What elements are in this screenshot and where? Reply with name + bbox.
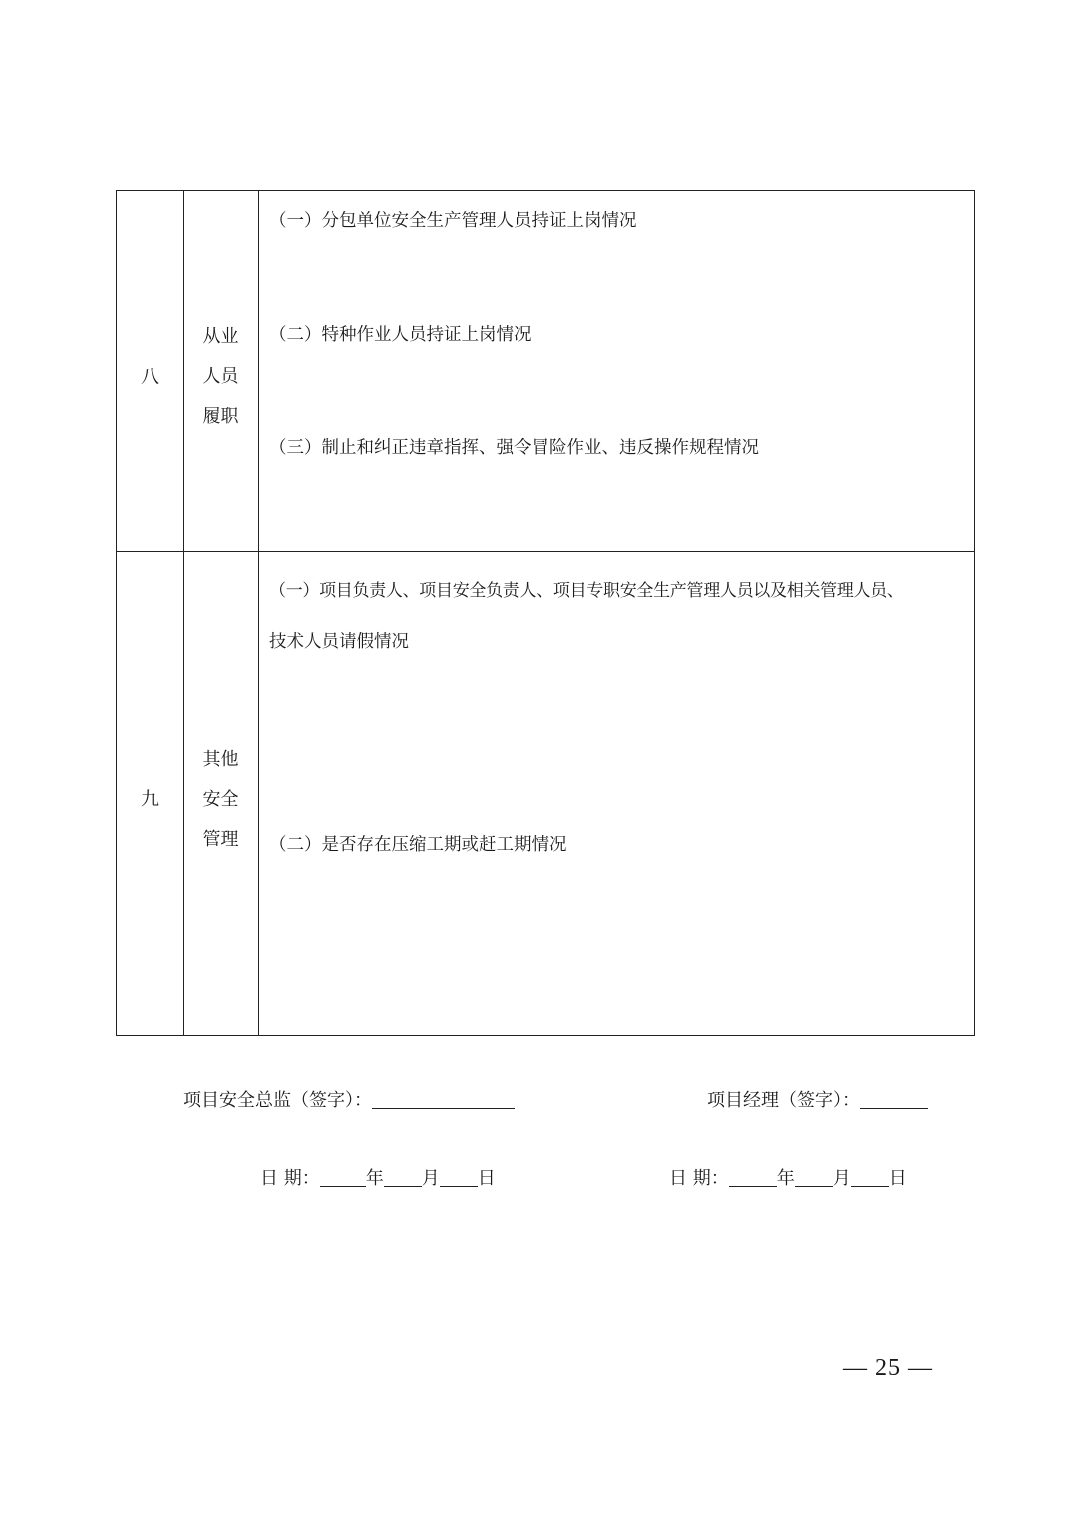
project-manager-signature xyxy=(707,1088,928,1113)
year-label: 年 xyxy=(776,1168,795,1189)
signature-blank[interactable] xyxy=(372,1088,515,1109)
day-label: 日 xyxy=(477,1168,496,1189)
signature-label: 项目安全总监（签字）： xyxy=(183,1090,372,1111)
day-label: 日 xyxy=(888,1168,907,1189)
category-line: 履职 xyxy=(202,406,239,427)
check-item: 技术人员请假情况 xyxy=(269,632,409,652)
check-item: （三）制止和纠正违章指挥、强令冒险作业、违反操作规程情况 xyxy=(269,438,759,458)
section-number: 九 xyxy=(141,789,159,810)
category-line: 人员 xyxy=(202,366,239,387)
date-label: 日 期： xyxy=(669,1168,729,1189)
inspection-table xyxy=(116,190,975,1036)
category-line: 其他 xyxy=(202,749,239,770)
section-category xyxy=(183,740,258,860)
check-item: （一）项目负责人、项目安全负责人、项目专职安全生产管理人员以及相关管理人员、 xyxy=(269,581,904,601)
date-line-left xyxy=(260,1166,496,1191)
section-number: 八 xyxy=(141,367,159,388)
row-divider xyxy=(117,551,974,552)
month-label: 月 xyxy=(832,1168,851,1189)
section-category xyxy=(183,317,258,437)
page-number: — 25 — xyxy=(843,1355,933,1381)
category-line: 安全 xyxy=(202,789,239,810)
signature-blank[interactable] xyxy=(860,1088,928,1109)
category-line: 从业 xyxy=(202,326,239,347)
day-blank[interactable] xyxy=(440,1166,478,1187)
check-item: （一）分包单位安全生产管理人员持证上岗情况 xyxy=(269,211,637,231)
day-blank[interactable] xyxy=(851,1166,889,1187)
month-blank[interactable] xyxy=(795,1166,833,1187)
check-item: （二）是否存在压缩工期或赶工期情况 xyxy=(269,835,567,855)
date-line-right xyxy=(669,1166,907,1191)
safety-director-signature xyxy=(183,1088,515,1113)
check-item: （二）特种作业人员持证上岗情况 xyxy=(269,325,532,345)
month-blank[interactable] xyxy=(384,1166,422,1187)
category-line: 管理 xyxy=(202,829,239,850)
year-blank[interactable] xyxy=(729,1166,777,1187)
year-blank[interactable] xyxy=(320,1166,366,1187)
month-label: 月 xyxy=(421,1168,440,1189)
signature-label: 项目经理（签字）： xyxy=(707,1090,860,1111)
column-divider xyxy=(258,191,259,1035)
date-label: 日 期： xyxy=(260,1168,320,1189)
year-label: 年 xyxy=(365,1168,384,1189)
